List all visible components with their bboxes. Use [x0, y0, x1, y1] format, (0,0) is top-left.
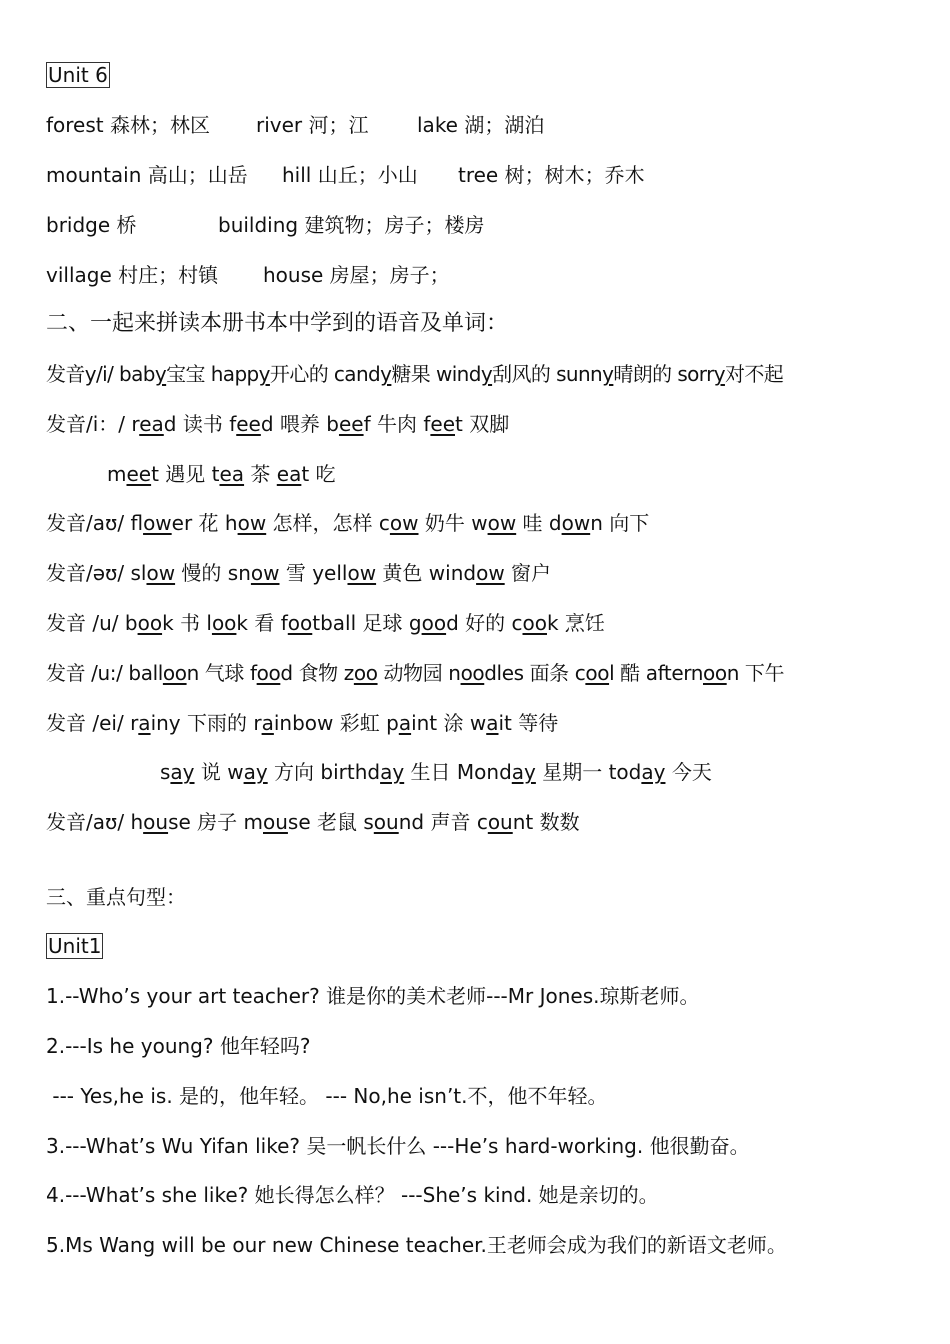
phonics-uu-word [569, 661, 640, 685]
word-start: f [423, 412, 431, 436]
phonics-ou-words [124, 561, 551, 585]
word-rest: t 双脚 [455, 412, 510, 436]
phonics-y-word [550, 362, 671, 386]
vocab-mountain: mountain 高山；山岳 [46, 163, 248, 187]
underlined-vowel: oo [703, 661, 727, 685]
phonics-ee-word [417, 412, 509, 436]
word-start: h [130, 810, 144, 834]
phonics-u-word [200, 611, 274, 635]
underlined-vowel: oo [137, 611, 163, 635]
phonics-row [160, 759, 712, 785]
word-rest: 开心的 [269, 362, 329, 386]
word-rest: 哇 [516, 511, 543, 535]
underlined-vowel: ay [511, 760, 536, 784]
underlined-vowel: ow [143, 511, 172, 535]
phonics-u-word [505, 611, 605, 635]
phonics-y-word [328, 362, 430, 386]
word-rest: k 烹饪 [546, 611, 605, 635]
word-start: p [386, 711, 399, 735]
underlined-vowel: oo [287, 611, 313, 635]
vocab-river: river 河；江 [256, 113, 369, 137]
phonics-row [46, 411, 509, 437]
word-rest: 方向 [267, 760, 315, 784]
word-start: f [249, 661, 257, 685]
underlined-vowel: oo [353, 661, 378, 685]
underlined-vowel: y [258, 362, 270, 386]
word-rest: 糖果 [391, 362, 431, 386]
word-rest: d 读书 [163, 412, 223, 436]
underlined-vowel: y [480, 362, 493, 386]
phonics-y-word [205, 362, 328, 386]
vocab-row-2 [46, 162, 645, 188]
underlined-vowel: oo [522, 611, 547, 635]
phonics-row [46, 361, 783, 387]
phonics-ou-word [306, 561, 423, 585]
underlined-vowel: ee [430, 412, 455, 436]
underlined-vowel: oo [585, 661, 610, 685]
phonics-y-word [113, 362, 205, 386]
word-rest: 窗户 [504, 561, 552, 585]
word-start: happ [210, 362, 259, 386]
word-rest: 生日 [404, 760, 451, 784]
underlined-vowel: oo [460, 661, 485, 685]
underlined-vowel: y [602, 362, 614, 386]
phonics-ei-word [464, 711, 559, 735]
underlined-vowel: ou [487, 810, 513, 834]
unit1-label: Unit1 [48, 934, 102, 958]
word-start: f [229, 412, 237, 436]
phonics-ee-words [125, 412, 509, 436]
word-rest: nd 声音 [398, 810, 471, 834]
underlined-vowel: ow [487, 511, 517, 535]
phonics-au-word [237, 810, 357, 834]
word-rest: er 花 [171, 511, 219, 535]
phonics-uu-words [122, 661, 784, 685]
phonics-row [46, 510, 649, 536]
underlined-vowel: ow [146, 561, 176, 585]
underlined-vowel: ou [263, 810, 288, 834]
sentence-line: 4.---What’s she like? 她长得怎么样？ ---She’s kind. 她是亲切的。 [46, 1183, 659, 1207]
phonics-ei-word [602, 760, 712, 784]
phonics-row [107, 461, 336, 487]
word-start: b [124, 611, 138, 635]
section2-heading: 二、一起来拼读本册书本中学到的语音及单词： [46, 311, 509, 336]
word-rest: tball 足球 [312, 611, 403, 635]
phonics-ee-word [205, 462, 270, 486]
vocab-lake: lake 湖；湖泊 [417, 113, 545, 137]
word-start: m [107, 462, 127, 486]
word-start: c [574, 661, 586, 685]
phonics-ee-words [107, 462, 336, 486]
phonics-row [46, 660, 784, 686]
phonics-y-word [672, 362, 784, 386]
word-start: s [160, 760, 171, 784]
vocab-house: house 房屋；房子； [263, 263, 450, 287]
phonics-uu-word [338, 661, 443, 685]
phonics-ou-prefix: 发音/əʊ/ [46, 561, 125, 585]
word-start: f [280, 611, 288, 635]
word-start: t [211, 462, 220, 486]
underlined-vowel: ow [389, 511, 419, 535]
phonics-ow-word [219, 511, 373, 535]
phonics-ow-word [543, 511, 650, 535]
underlined-vowel: ay [380, 760, 405, 784]
word-start: sorr [677, 362, 714, 386]
phonics-ow-words [124, 511, 649, 535]
word-rest: n 向下 [590, 511, 650, 535]
word-rest: se 房子 [168, 810, 238, 834]
word-rest: n 气球 [186, 661, 245, 685]
underlined-vowel: y [154, 362, 167, 386]
word-rest: it 等待 [498, 711, 559, 735]
underlined-vowel: oo [162, 661, 187, 685]
word-rest: 刮风的 [492, 362, 551, 386]
word-start: sunn [556, 362, 603, 386]
underlined-vowel: ea [139, 412, 164, 436]
vocab-row-1 [46, 112, 544, 138]
underlined-vowel: a [138, 711, 151, 735]
word-start: wind [435, 362, 481, 386]
phonics-ow-word [373, 511, 465, 535]
underlined-vowel: ea [219, 462, 245, 486]
word-start: aftern [645, 661, 703, 685]
phonics-y-words [113, 362, 783, 386]
phonics-ee-prefix: 发音/i：/ [46, 412, 126, 436]
vocab-row-3 [46, 212, 484, 238]
word-start: fl [130, 511, 144, 535]
word-start: c [476, 810, 488, 834]
phonics-ow-word [124, 511, 218, 535]
word-rest: se 老鼠 [287, 810, 358, 834]
underlined-vowel: a [486, 711, 499, 735]
phonics-row [46, 560, 551, 586]
word-rest: 晴朗的 [613, 362, 672, 386]
phonics-uu-word [122, 661, 244, 685]
word-start: sn [227, 561, 251, 585]
phonics-row [46, 610, 605, 636]
word-rest: 慢的 [175, 561, 222, 585]
word-rest: iny 下雨的 [150, 711, 247, 735]
word-rest: d 好的 [446, 611, 506, 635]
phonics-ei-word [314, 760, 451, 784]
word-start: wind [428, 561, 477, 585]
word-rest: f 牛肉 [363, 412, 417, 436]
word-rest: 说 [194, 760, 221, 784]
word-start: r [130, 711, 139, 735]
underlined-vowel: a [398, 711, 412, 735]
word-start: m [243, 810, 263, 834]
word-rest: 雪 [279, 561, 306, 585]
word-start: ball [128, 661, 163, 685]
phonics-ei-word [160, 760, 221, 784]
phonics-ou-word [124, 561, 221, 585]
word-start: l [206, 611, 212, 635]
underlined-vowel: ay [170, 760, 195, 784]
word-start: cand [333, 362, 381, 386]
sentence-line: 1.--Who’s your art teacher? 谁是你的美术老师---Mr Jones.琼斯老师。 [46, 984, 700, 1008]
word-start: bab [119, 362, 155, 386]
phonics-au-word [124, 810, 237, 834]
phonics-u-prefix: 发音 /u/ [46, 611, 119, 635]
phonics-ou-word [221, 561, 305, 585]
underlined-vowel: a [261, 711, 274, 735]
sentence-line: 5.Ms Wang will be our new Chinese teacher.王老师会成为我们的新语文老师。 [46, 1233, 787, 1257]
word-rest: d 食物 [280, 661, 338, 685]
sentence-line: --- Yes,he is. 是的，他年轻。 --- No,he isn’t.不，他不年轻。 [46, 1084, 608, 1108]
word-start: z [343, 661, 354, 685]
underlined-vowel: ow [237, 511, 267, 535]
word-rest: 怎样，怎样 [266, 511, 373, 535]
underlined-vowel: ou [373, 810, 399, 834]
phonics-uu-prefix: 发音 /u:/ [46, 661, 123, 685]
vocab-hill: hill 山丘；小山 [282, 163, 418, 187]
underlined-vowel: ay [641, 760, 666, 784]
word-rest: nt 数数 [512, 810, 580, 834]
word-rest: 动物园 [377, 661, 443, 685]
word-rest: 宝宝 [166, 362, 205, 386]
underlined-vowel: ea [276, 462, 302, 486]
word-start: d [548, 511, 562, 535]
phonics-ei-word [221, 760, 314, 784]
underlined-vowel: oo [211, 611, 237, 635]
phonics-au-prefix: 发音/aʊ/ [46, 810, 125, 834]
underlined-vowel: ow [347, 561, 377, 585]
word-start: sl [130, 561, 147, 585]
vocab-village: village 村庄；村镇 [46, 263, 219, 287]
word-rest: int 涂 [411, 711, 464, 735]
vocab-building: building 建筑物；房子；楼房 [218, 213, 485, 237]
word-rest: l 酷 [609, 661, 640, 685]
phonics-ee-word [320, 412, 417, 436]
word-start: c [511, 611, 523, 635]
phonics-ow-prefix: 发音/aʊ/ [46, 511, 125, 535]
section3-heading: 三、重点句型： [46, 885, 186, 909]
word-start: c [378, 511, 390, 535]
word-start: w [471, 511, 488, 535]
phonics-uu-word [442, 661, 568, 685]
vocab-tree: tree 树；树木；乔木 [458, 163, 645, 187]
word-rest: k 书 [162, 611, 201, 635]
underlined-vowel: ee [126, 462, 152, 486]
phonics-u-words [119, 611, 605, 635]
word-rest: 星期一 [535, 760, 603, 784]
underlined-vowel: oo [421, 611, 447, 635]
word-start: birthd [320, 760, 381, 784]
word-rest: 黄色 [376, 561, 423, 585]
phonics-row [46, 710, 558, 736]
sentence-line: 2.---Is he young? 他年轻吗? [46, 1034, 311, 1058]
underlined-vowel: ow [561, 511, 591, 535]
word-start: s [363, 810, 374, 834]
phonics-ou-word [422, 561, 551, 585]
phonics-uu-word [640, 661, 784, 685]
word-start: g [408, 611, 422, 635]
word-start: tod [608, 760, 642, 784]
phonics-ei-word [247, 711, 380, 735]
word-start: r [253, 711, 262, 735]
word-start: n [448, 661, 461, 685]
underlined-vowel: ow [476, 561, 505, 585]
phonics-ee-word [125, 412, 223, 436]
underlined-vowel: oo [256, 661, 281, 685]
phonics-row [46, 809, 580, 835]
phonics-ee-word [270, 462, 335, 486]
phonics-ow-word [465, 511, 543, 535]
phonics-ei-prefix: 发音 /ei/ [46, 711, 124, 735]
word-start: w [227, 760, 244, 784]
phonics-ei-words [160, 760, 712, 784]
word-rest: d 喂养 [260, 412, 320, 436]
unit6-label: Unit 6 [48, 63, 108, 87]
phonics-ei-words [124, 711, 559, 735]
phonics-y-word [430, 362, 550, 386]
underlined-vowel: ee [338, 412, 364, 436]
sentence-line: 3.---What’s Wu Yifan like? 吴一帆长什么 ---He’s hard-working. 他很勤奋。 [46, 1134, 750, 1158]
phonics-au-word [470, 810, 579, 834]
vocab-row-4 [46, 262, 450, 288]
word-start: w [469, 711, 487, 735]
phonics-u-word [403, 611, 506, 635]
vocab-forest: forest 森林；林区 [46, 113, 210, 137]
phonics-u-word [119, 611, 201, 635]
word-rest: dles 面条 [484, 661, 569, 685]
word-start: yell [312, 561, 348, 585]
underlined-vowel: y [380, 362, 392, 386]
word-rest: 奶牛 [418, 511, 465, 535]
unit6-label-row [46, 62, 110, 88]
word-rest: 对不起 [724, 362, 784, 386]
phonics-ei-word [380, 711, 464, 735]
underlined-vowel: ay [243, 760, 268, 784]
underlined-vowel: y [713, 362, 725, 386]
word-start: h [224, 511, 238, 535]
phonics-u-word [274, 611, 402, 635]
word-start: r [131, 412, 140, 436]
vocab-bridge: bridge 桥 [46, 213, 137, 237]
phonics-ee-word [223, 412, 320, 436]
phonics-au-word [357, 810, 470, 834]
phonics-ee-word [107, 462, 205, 486]
unit1-label-row [46, 933, 103, 959]
word-rest: n 下午 [726, 661, 785, 685]
phonics-ei-word [124, 711, 247, 735]
word-rest: 茶 [244, 462, 271, 486]
word-rest: t 遇见 [151, 462, 206, 486]
phonics-uu-word [244, 661, 338, 685]
phonics-y-prefix: 发音y/i/ [46, 362, 114, 386]
phonics-ei-word [451, 760, 603, 784]
word-start: Mond [456, 760, 512, 784]
word-rest: 今天 [665, 760, 712, 784]
underlined-vowel: ou [143, 810, 169, 834]
phonics-au-words [124, 810, 580, 834]
underlined-vowel: ow [250, 561, 280, 585]
underlined-vowel: ee [236, 412, 261, 436]
word-rest: k 看 [236, 611, 275, 635]
word-rest: t 吃 [301, 462, 336, 486]
word-start: b [326, 412, 339, 436]
word-rest: inbow 彩虹 [273, 711, 380, 735]
